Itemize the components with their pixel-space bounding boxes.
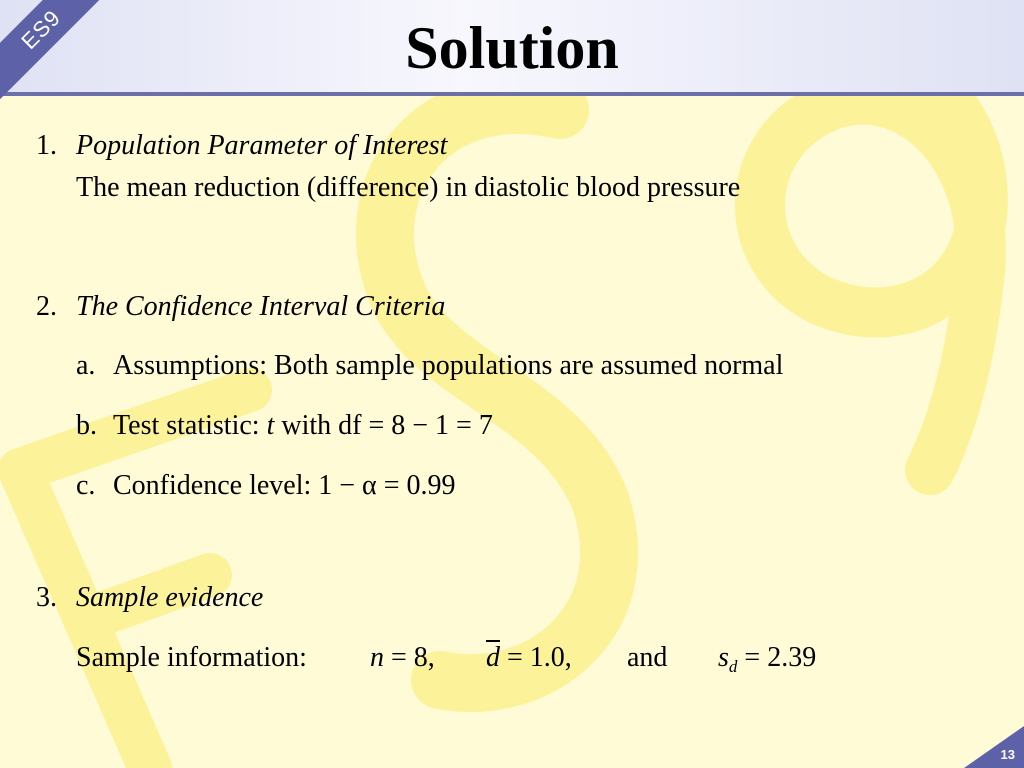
item-2b-letter: b.: [76, 410, 97, 441]
item-1-heading: Population Parameter of Interest: [76, 130, 448, 161]
badge-label: ES9: [16, 4, 66, 55]
sample-dbar-val: = 1.0,: [507, 642, 572, 673]
sample-sd: [718, 642, 816, 677]
item-2-number: 2.: [36, 291, 57, 322]
sample-s-sub: d: [728, 657, 738, 676]
sample-s-val: = 2.39: [744, 642, 817, 673]
sample-info-label: Sample information:: [76, 642, 307, 673]
item-2c-text: Confidence level: 1 − α = 0.99: [113, 470, 456, 501]
item-2b-pre: Test statistic:: [113, 410, 267, 441]
slide-title: Solution: [405, 15, 619, 81]
sample-dbar: [486, 642, 572, 674]
sample-s-var: s: [718, 642, 729, 673]
sample-n-val: = 8,: [391, 642, 435, 673]
page-number-badge: [964, 726, 1024, 768]
item-2a-letter: a.: [76, 350, 96, 381]
item-3-number: 3.: [36, 582, 57, 613]
item-2c-letter: c.: [76, 470, 96, 501]
item-2b-post: with df = 8 − 1 = 7: [274, 410, 493, 441]
sample-dbar-var: $\overline{d}$: [486, 642, 500, 673]
sample-and: and: [627, 642, 668, 673]
sample-n: [370, 642, 435, 674]
page-number: 13: [1000, 747, 1015, 762]
sample-n-var: n: [370, 642, 384, 673]
item-3-heading: Sample evidence: [76, 582, 264, 613]
item-2b-var: t: [266, 410, 275, 441]
item-1-text: The mean reduction (difference) in diastolic blood pressure: [76, 172, 741, 203]
item-2b-text: [113, 410, 493, 442]
item-2a-text: Assumptions: Both sample populations are assumed normal: [113, 350, 784, 381]
item-1-number: 1.: [36, 130, 57, 161]
page-corner-triangle: [964, 726, 1024, 768]
item-2-heading: The Confidence Interval Criteria: [76, 291, 446, 322]
